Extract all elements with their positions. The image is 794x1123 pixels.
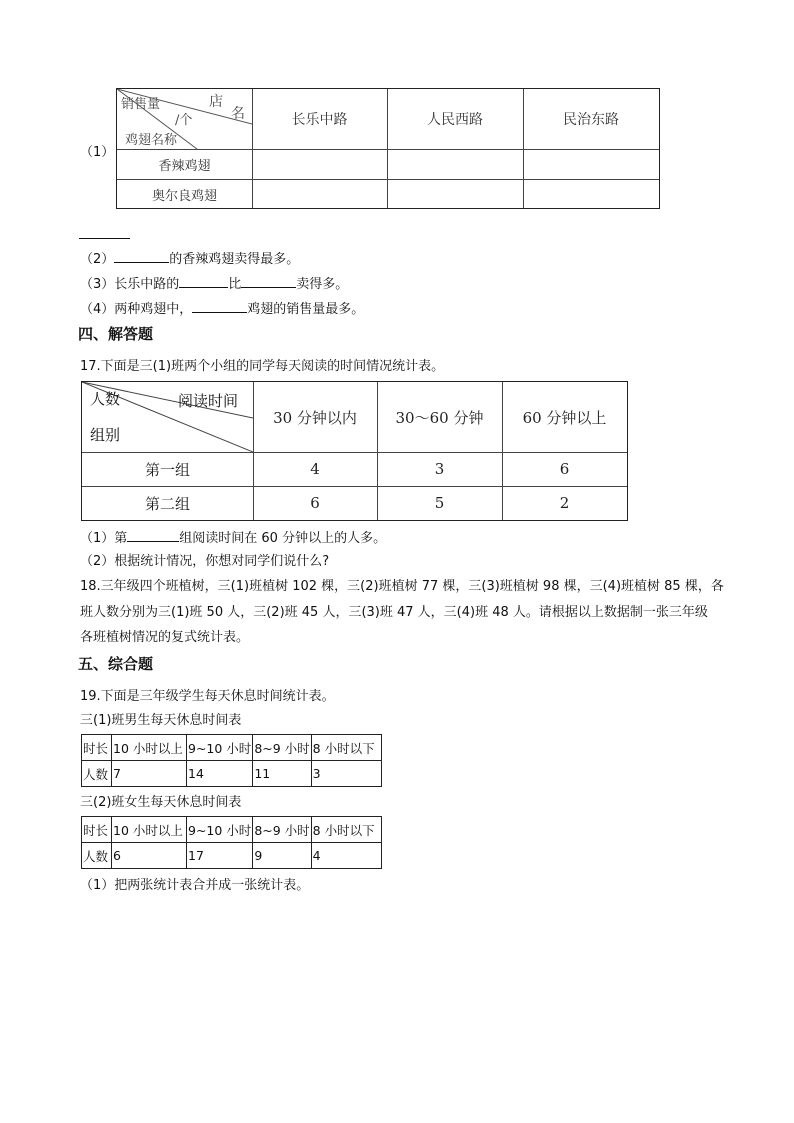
column-header: 30 分钟以内 xyxy=(273,408,357,427)
corner-group-label: 组别 xyxy=(90,426,121,444)
column-header: 民治东路 xyxy=(563,112,619,128)
table-cell: 3 xyxy=(434,460,445,478)
table-cell: 3 xyxy=(311,761,381,787)
q16-sub4-end: 鸡翅的销售量最多。 xyxy=(247,302,365,317)
column-header: 30～60 分钟 xyxy=(395,408,484,427)
q19-stem: 19.下面是三年级学生每天休息时间统计表。 xyxy=(80,689,335,704)
q16-sub3-mid: 比 xyxy=(228,277,242,292)
q18-line: 18.三年级四个班植树，三(1)班植树 102 棵，三(2)班植树 77 棵，三(3)班植树 98 棵，三(4)班植树 85 棵，各 xyxy=(80,579,724,594)
table-cell: 4 xyxy=(311,843,381,869)
table-cell: 5 xyxy=(434,494,445,512)
header-cell: 10 小时以上 xyxy=(112,735,187,761)
corner-people-label: 人数 xyxy=(90,390,121,408)
row-header: 香辣鸡翅 xyxy=(158,158,211,174)
answer-blank[interactable] xyxy=(192,299,247,313)
q16-sub1-label: （1） xyxy=(80,145,115,160)
q16-sub3-end: 卖得多。 xyxy=(296,277,349,292)
section-heading: 五、综合题 xyxy=(78,655,154,673)
table-cell: 6 xyxy=(559,460,570,478)
column-header: 人民西路 xyxy=(427,112,483,128)
row-header: 奥尔良鸡翅 xyxy=(151,188,217,204)
header-cell: 10 小时以上 xyxy=(112,817,187,843)
row-header: 人数 xyxy=(82,843,112,869)
column-header: 60 分钟以上 xyxy=(522,408,607,427)
rest-time-table-girls xyxy=(81,816,382,869)
answer-blank[interactable] xyxy=(241,274,296,288)
table-cell: 11 xyxy=(253,761,311,787)
q16-sub3-prefix: （3）长乐中路的 xyxy=(80,277,180,292)
header-cell: 时长 xyxy=(82,735,112,761)
row-header: 第一组 xyxy=(144,460,190,479)
q18-line: 班人数分别为三(1)班 50 人，三(2)班 45 人，三(3)班 47 人，三(4)班 48 人。请根据以上数据制一张三年级 xyxy=(80,605,708,620)
answer-blank[interactable] xyxy=(179,274,228,288)
q17-sub2: （2）根据统计情况，你想对同学们说什么? xyxy=(80,554,330,569)
header-cell: 9~10 小时 xyxy=(187,735,253,761)
section-heading: 四、解答题 xyxy=(78,325,154,343)
q17-sub1-end: 组阅读时间在 60 分钟以上的人多。 xyxy=(179,531,387,546)
table-title: 三(2)班女生每天休息时间表 xyxy=(80,795,242,810)
table-cell: 6 xyxy=(310,494,320,512)
table-cell: 7 xyxy=(112,761,187,787)
table-cell: 2 xyxy=(559,494,570,512)
table-title: 三(1)班男生每天休息时间表 xyxy=(80,713,242,728)
q17-sub1-prefix: （1）第 xyxy=(80,531,128,546)
rest-time-table-boys xyxy=(81,734,382,787)
table-cell: 17 xyxy=(187,843,253,869)
corner-wing-name-label: 鸡翅名称 xyxy=(125,133,178,148)
reading-time-table xyxy=(81,381,628,521)
q16-sub4-prefix: （4）两种鸡翅中， xyxy=(80,302,193,317)
row-header: 第二组 xyxy=(144,494,190,513)
table-cell: 4 xyxy=(310,460,320,478)
answer-blank[interactable] xyxy=(114,249,169,263)
sales-table xyxy=(116,88,660,209)
q17-sub1 xyxy=(80,528,386,548)
header-cell: 8~9 小时 xyxy=(253,817,311,843)
answer-line xyxy=(79,238,130,239)
q16-sub2 xyxy=(80,249,299,269)
header-cell: 8~9 小时 xyxy=(253,735,311,761)
table-cell: 6 xyxy=(112,843,187,869)
q16-sub2-text: 的香辣鸡翅卖得最多。 xyxy=(169,252,300,267)
corner-per-label: /个 xyxy=(175,113,193,128)
corner-name-label: 名 xyxy=(231,106,245,122)
header-cell: 时长 xyxy=(82,817,112,843)
header-cell: 8 小时以下 xyxy=(311,817,381,843)
q16-sub2-prefix: （2） xyxy=(80,252,115,267)
q18-line: 各班植树情况的复式统计表。 xyxy=(80,630,250,645)
header-cell: 9~10 小时 xyxy=(187,817,253,843)
table-cell: 9 xyxy=(253,843,311,869)
corner-sales-label: 销售量 xyxy=(121,97,161,112)
corner-store-label: 店 xyxy=(209,94,223,110)
q16-sub4 xyxy=(80,299,364,319)
row-header: 人数 xyxy=(82,761,112,787)
q16-sub3 xyxy=(80,274,348,294)
header-cell: 8 小时以下 xyxy=(311,735,381,761)
q19-sub1: （1）把两张统计表合并成一张统计表。 xyxy=(80,878,310,893)
column-header: 长乐中路 xyxy=(291,112,348,128)
table-cell: 14 xyxy=(187,761,253,787)
q17-stem: 17.下面是三(1)班两个小组的同学每天阅读的时间情况统计表。 xyxy=(80,359,445,374)
corner-reading-time-label: 阅读时间 xyxy=(178,392,239,410)
answer-blank[interactable] xyxy=(127,528,179,542)
